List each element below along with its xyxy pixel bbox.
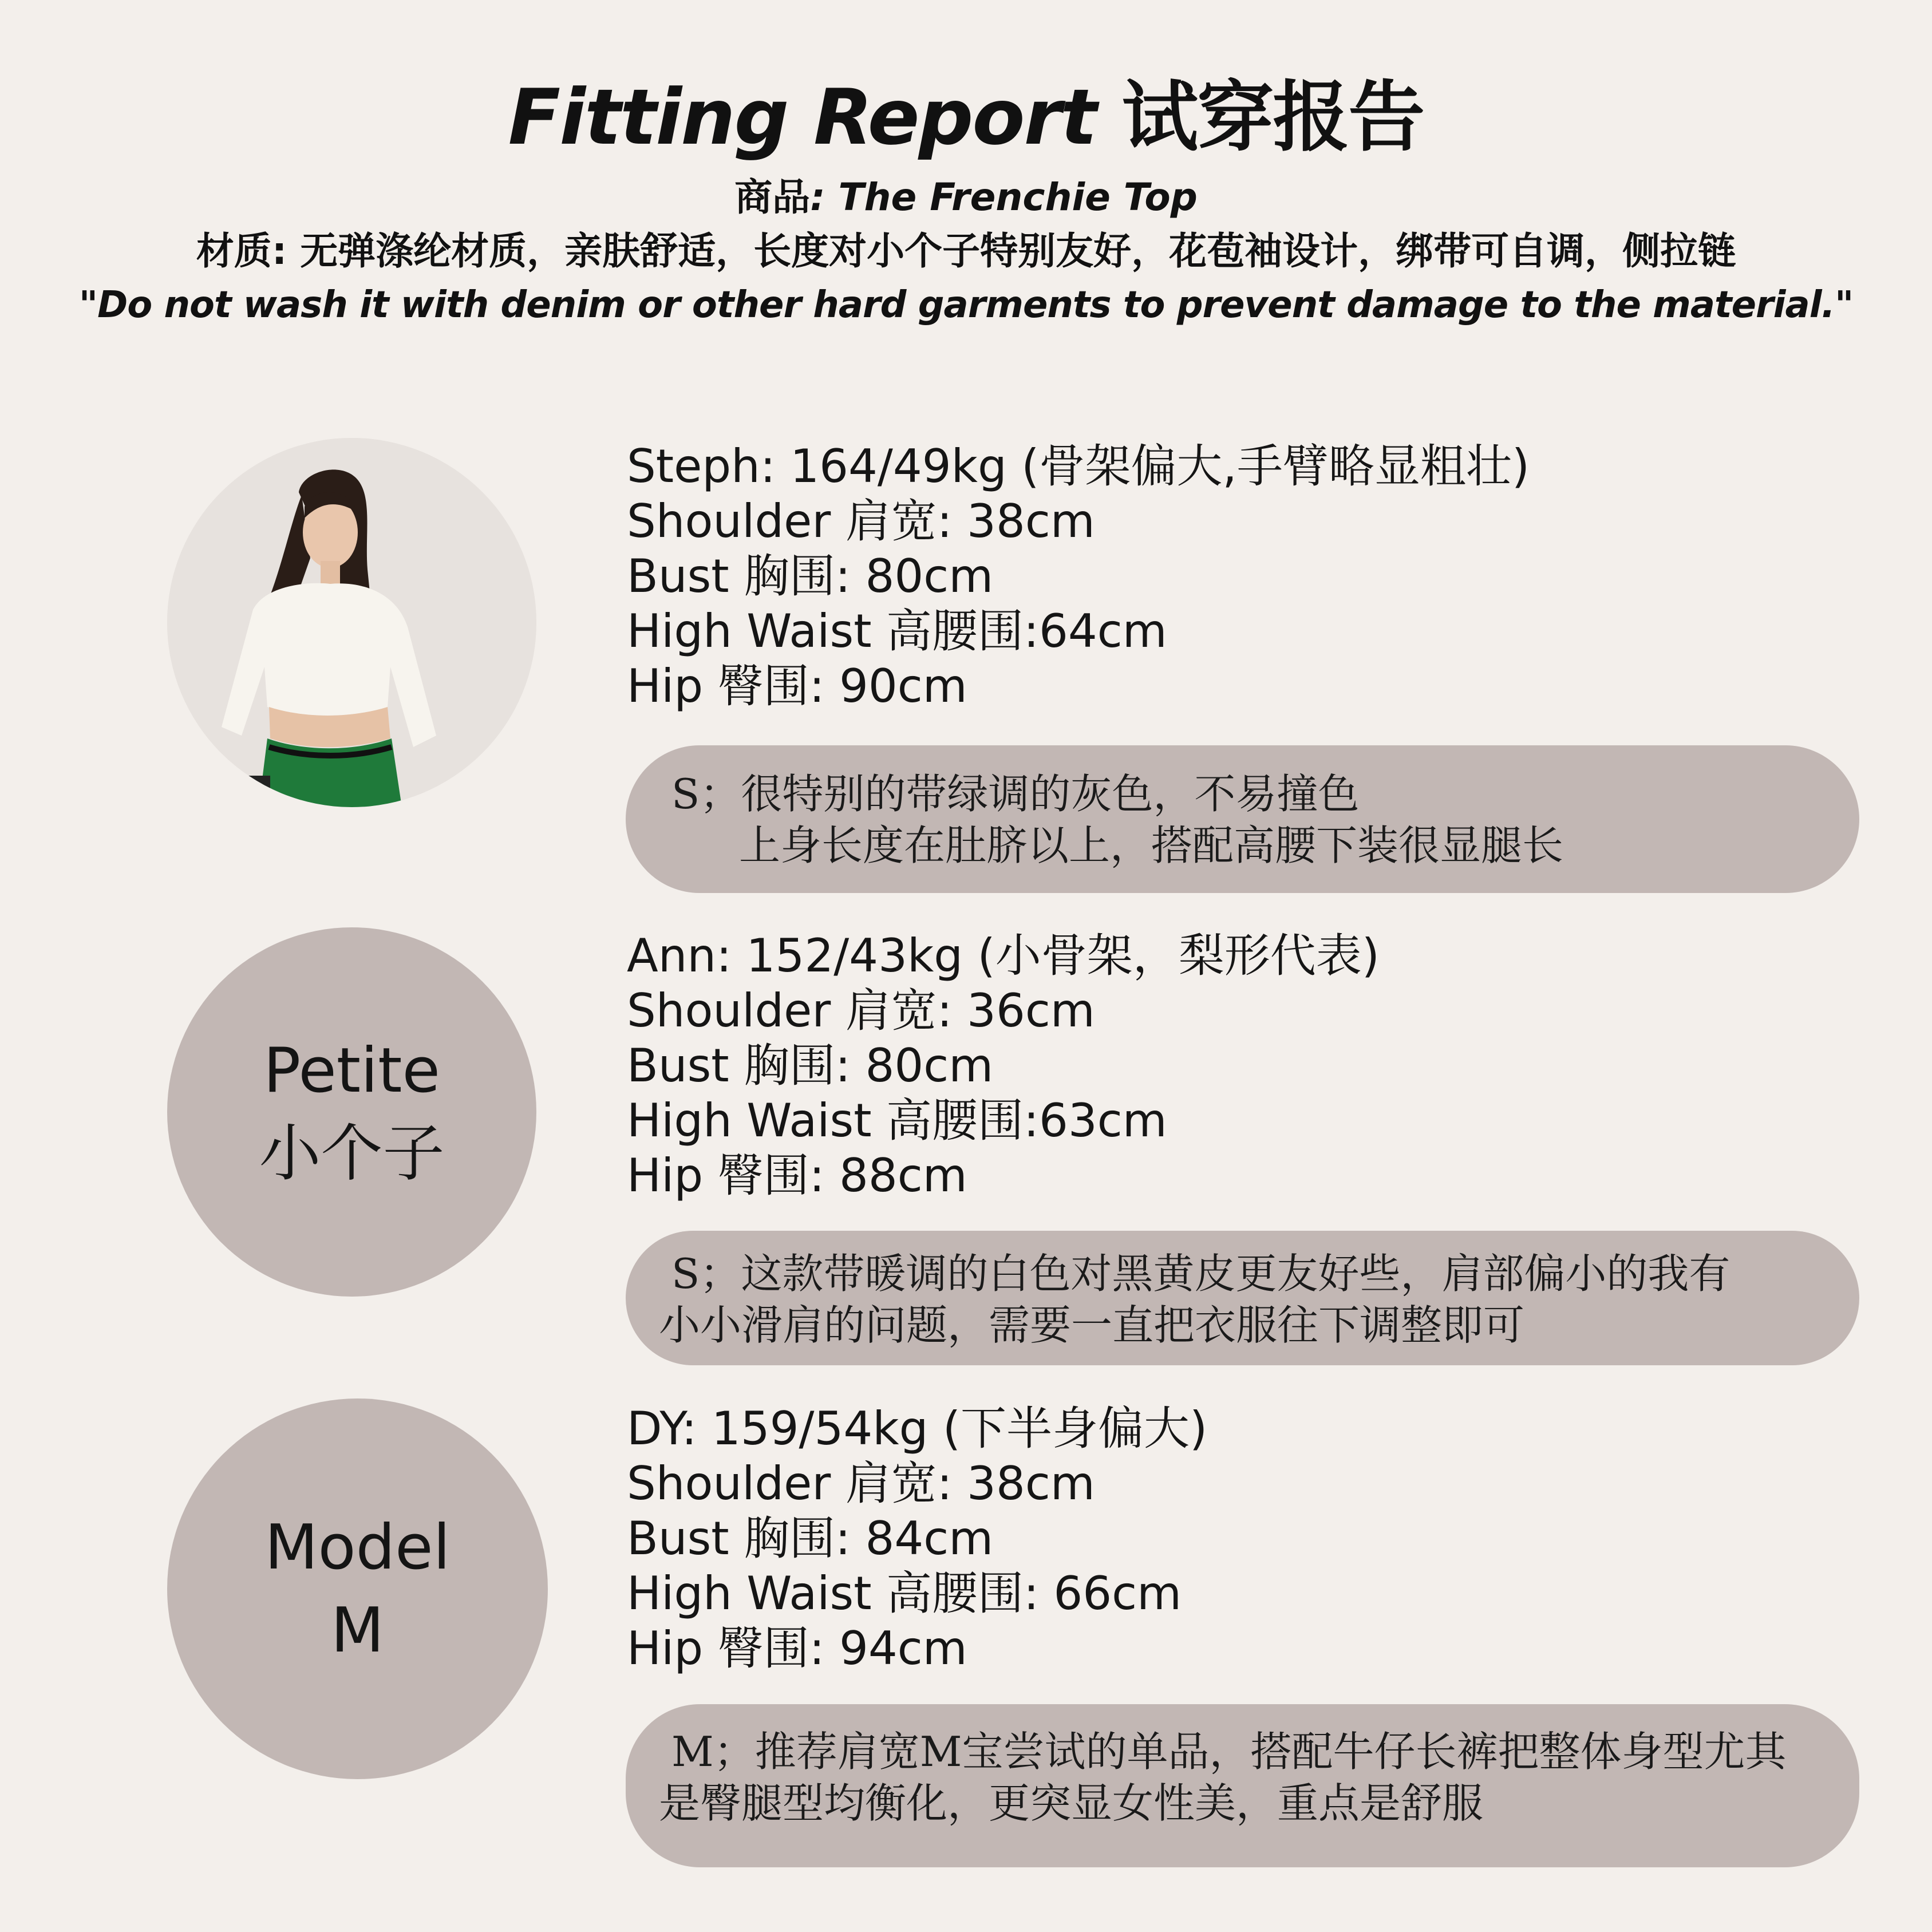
care-note: "Do not wash it with denim or other hard garments to prevent damage to the material.": [78, 284, 1854, 326]
model-name-line: DY: 159/54kg (下半身偏大): [627, 1402, 1208, 1455]
shoulder-measure: Shoulder 肩宽: 38cm: [627, 495, 1095, 548]
fit-note-steph: [626, 745, 1859, 893]
product-label: 商品: [734, 175, 811, 219]
badge-line: Model: [264, 1511, 451, 1583]
badge-line: Petite: [263, 1034, 440, 1107]
badge-line: 小个子: [259, 1117, 445, 1190]
fit-note-ann: [626, 1231, 1859, 1365]
size-badge-model-m: [167, 1398, 548, 1779]
badge-line: M: [330, 1594, 385, 1666]
product-name: The Frenchie Top: [838, 175, 1198, 219]
waist-measure: High Waist 高腰围: 66cm: [627, 1567, 1182, 1620]
title-chinese: 试穿报告: [1121, 73, 1424, 162]
report-header: [0, 69, 1932, 332]
note-line: S；这款带暖调的白色对黑黄皮更友好些，肩部偏小的我有: [671, 1250, 1730, 1298]
page-title: [0, 69, 1932, 166]
model-stats-ann: [627, 929, 1380, 1203]
model-stats-dy: [627, 1401, 1207, 1676]
model-name-line: Steph: 164/49kg (骨架偏大,手臂略显粗壮): [627, 440, 1530, 493]
product-line: 商品: The Frenchie Top: [734, 175, 1198, 219]
shoulder-measure: Shoulder 肩宽: 36cm: [627, 984, 1095, 1037]
model-photo-steph: [167, 438, 536, 807]
hip-measure: Hip 臀围: 94cm: [627, 1622, 967, 1675]
material-label: 材质: [196, 229, 272, 273]
material-line: 材质: 无弹涤纶材质，亲肤舒适，长度对小个子特别友好，花苞袖设计，绑带可自调，侧拉链: [196, 229, 1736, 273]
hip-measure: Hip 臀围: 90cm: [627, 659, 967, 713]
note-line: M；推荐肩宽M宝尝试的单品，搭配牛仔长裤把整体身型尤其: [671, 1728, 1787, 1776]
waist-measure: High Waist 高腰围:64cm: [627, 605, 1167, 658]
model-stats-steph: [627, 439, 1530, 714]
bust-measure: Bust 胸围: 84cm: [627, 1512, 994, 1565]
note-line: 是臀腿型均衡化，更突显女性美，重点是舒服: [659, 1779, 1484, 1827]
bust-measure: Bust 胸围: 80cm: [627, 1039, 994, 1092]
model-name-line: Ann: 152/43kg (小骨架，梨形代表): [627, 929, 1380, 982]
model-photo-illustration: [167, 438, 536, 807]
title-english: Fitting Report: [508, 73, 1096, 162]
waist-measure: High Waist 高腰围:63cm: [627, 1094, 1167, 1147]
note-line: 小小滑肩的问题，需要一直把衣服往下调整即可: [659, 1301, 1525, 1349]
size-badge-petite: [167, 927, 536, 1297]
fit-note-dy: [626, 1704, 1859, 1867]
material-text: 无弹涤纶材质，亲肤舒适，长度对小个子特别友好，花苞袖设计，绑带可自调，侧拉链: [300, 229, 1736, 273]
hip-measure: Hip 臀围: 88cm: [627, 1149, 967, 1202]
note-line: 上身长度在肚脐以上，搭配高腰下装很显腿长: [739, 821, 1564, 870]
bust-measure: Bust 胸围: 80cm: [627, 550, 994, 603]
note-line: S；很特别的带绿调的灰色，不易撞色: [671, 770, 1360, 818]
shoulder-measure: Shoulder 肩宽: 38cm: [627, 1457, 1095, 1510]
